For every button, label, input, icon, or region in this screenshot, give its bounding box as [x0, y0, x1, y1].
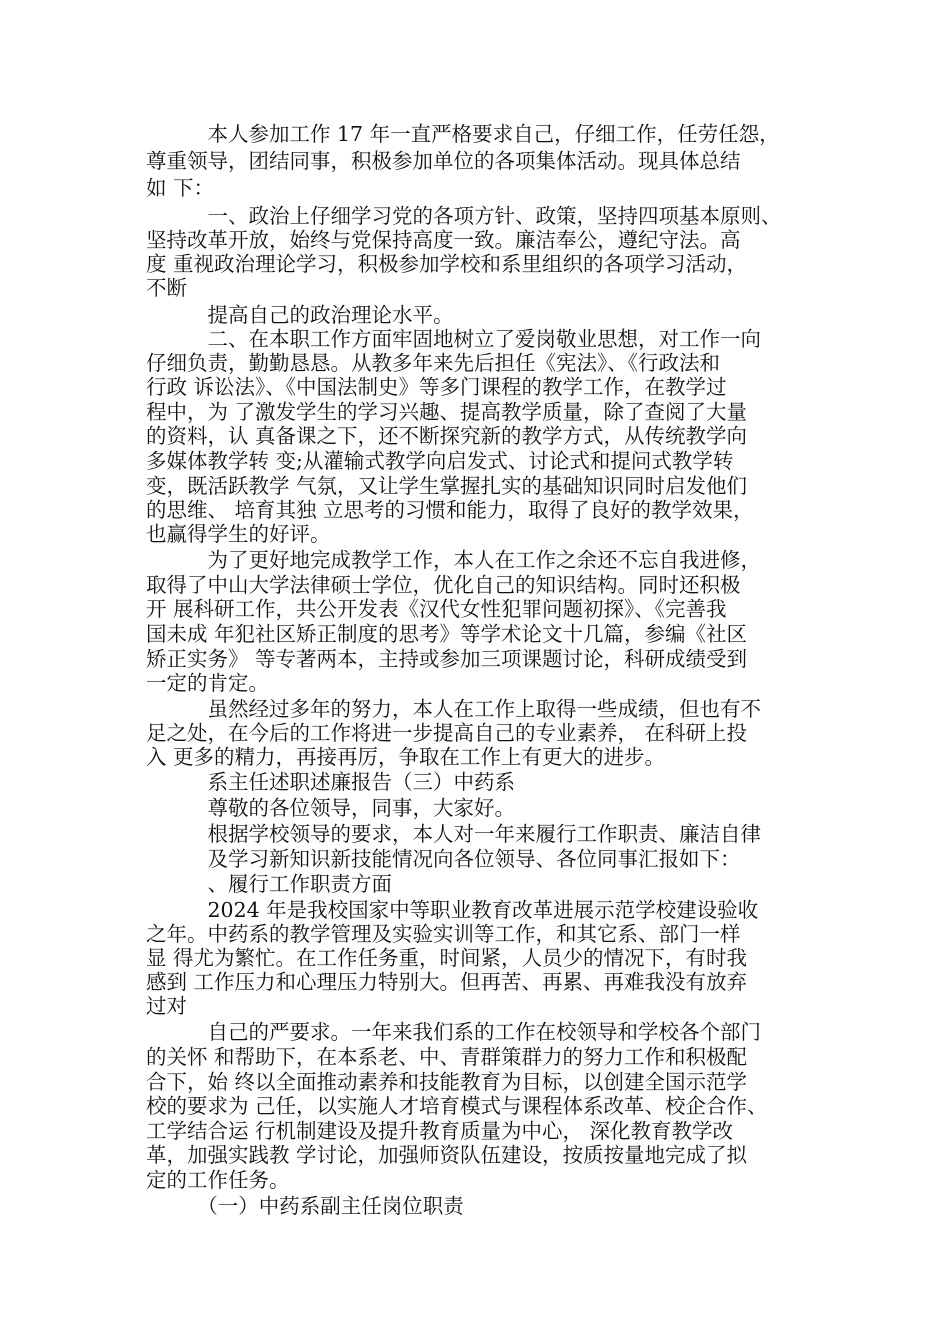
- text-line: 变，既活跃教学 气氛，又让学生掌握扎实的基础知识同时启发他们: [146, 474, 748, 498]
- text-line: 自己的严要求。一年来我们系的工作在校领导和学校各个部门: [146, 1020, 761, 1044]
- text-line: 一定的肯定。: [146, 671, 269, 695]
- text-line: 矫正实务》 等专著两本，主持或参加三项课题讨论，科研成绩受到: [146, 647, 748, 671]
- text-line: 入 更多的精力，再接再厉，争取在工作上有更大的进步。: [146, 745, 666, 769]
- text-line: 及学习新知识新技能情况向各位领导、各位同事汇报如下：: [146, 847, 741, 871]
- text-line: 二、在本职工作方面牢固地树立了爱岗敬业思想，对工作一向: [146, 327, 761, 351]
- text-line: 根据学校领导的要求，本人对一年来履行工作职责、廉洁自律: [146, 822, 761, 846]
- text-line: 本人参加工作 17 年一直严格要求自己，仔细工作，任劳任怨，: [146, 122, 780, 146]
- text-line: 多媒体教学转 变;从灌输式教学向启发式、讨论式和提问式教学转: [146, 449, 734, 473]
- text-line: 感到 工作压力和心理压力特别大。但再苦、再累、再难我没有放弃: [146, 970, 748, 994]
- text-line: 也赢得学生的好评。: [146, 522, 331, 546]
- text-line: 程中，为 了激发学生的学习兴趣、提高教学质量，除了查阅了大量: [146, 400, 748, 424]
- text-line: 为了更好地完成教学工作，本人在工作之余还不忘自我进修，: [146, 548, 761, 572]
- text-line: 定的工作任务。: [146, 1168, 290, 1192]
- text-line: 仔细负责，勤勤恳恳。从教多年来先后担任《宪法》、《行政法和: [146, 351, 720, 375]
- text-line: 坚持改革开放，始终与党保持高度一致。廉洁奉公，遵纪守法。高: [146, 228, 741, 252]
- text-line: 虽然经过多年的努力，本人在工作上取得一些成绩，但也有不: [146, 697, 761, 721]
- text-line: 的关怀 和帮助下，在本系老、中、青群策群力的努力工作和积极配: [146, 1045, 748, 1069]
- text-line: 度 重视政治理论学习，积极参加学校和系里组织的各项学习活动，: [146, 252, 748, 276]
- text-line: 行政 诉讼法》、《中国法制史》等多门课程的教学工作，在教学过: [146, 375, 727, 399]
- text-line: 取得了中山大学法律硕士学位，优化自己的知识结构。同时还积极: [146, 573, 741, 597]
- text-line: 足之处，在今后的工作将进一步提高自己的专业素养， 在科研上投: [146, 721, 748, 745]
- text-line: 之年。中药系的教学管理及实验实训等工作，和其它系、部门一样: [146, 922, 741, 946]
- text-line: 如 下：: [146, 176, 215, 200]
- section-heading: （一）中药系副主任岗位职责: [146, 1194, 464, 1218]
- section-heading: 、履行工作职责方面: [146, 872, 392, 896]
- text-line: 过对: [146, 994, 187, 1018]
- text-line: 显 得尤为繁忙。在工作任务重，时间紧，人员少的情况下，有时我: [146, 946, 748, 970]
- section-heading: 系主任述职述廉报告（三）中药系: [146, 770, 515, 794]
- text-line: 2024 年是我校国家中等职业教育改革进展示范学校建设验收: [146, 898, 759, 922]
- text-line: 合下，始 终以全面推动素养和技能教育为目标，以创建全国示范学: [146, 1070, 748, 1094]
- text-line: 革，加强实践教 学讨论，加强师资队伍建设，按质按量地完成了拟: [146, 1143, 748, 1167]
- text-line: 工学结合运 行机制建设及提升教育质量为中心， 深化教育教学改: [146, 1119, 734, 1143]
- text-line: 一、政治上仔细学习党的各项方针、政策，坚持四项基本原则、: [146, 204, 782, 228]
- text-line: 开 展科研工作，共公开发表《汉代女性犯罪问题初探》、《完善我: [146, 597, 727, 621]
- text-line: 尊敬的各位领导，同事，大家好。: [146, 796, 515, 820]
- text-line: 尊重领导，团结同事，积极参加单位的各项集体活动。现具体总结: [146, 149, 741, 173]
- text-line: 国未成 年犯社区矫正制度的思考》等学术论文十几篇，参编《社区: [146, 622, 748, 646]
- text-line: 校的要求为 己任，以实施人才培育模式与课程体系改革、校企合作、: [146, 1094, 768, 1118]
- text-line: 不断: [146, 276, 187, 300]
- text-line: 的资料，认 真备课之下，还不断探究新的教学方式，从传统教学向: [146, 424, 748, 448]
- text-line: 提高自己的政治理论水平。: [146, 303, 454, 327]
- text-line: 的思维、 培育其独 立思考的习惯和能力，取得了良好的教学效果，: [146, 498, 754, 522]
